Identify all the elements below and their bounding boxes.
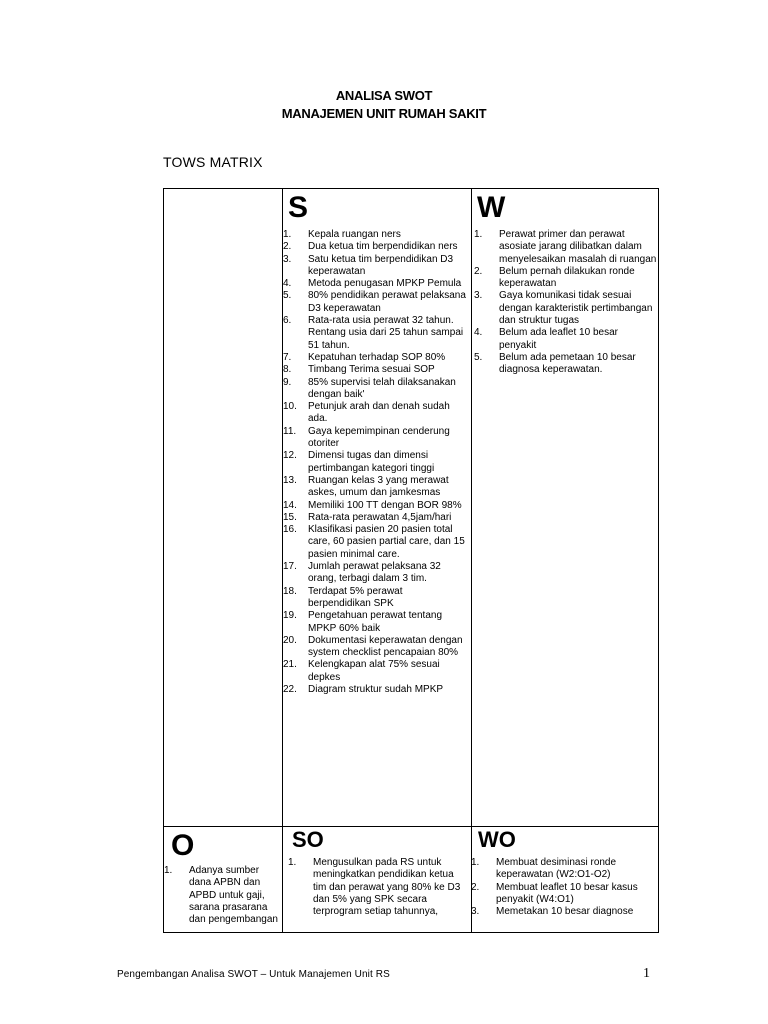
s-list-item — [283, 586, 468, 611]
wo-list-item — [471, 906, 657, 918]
item-number: 13. — [283, 474, 297, 486]
item-text: Klasifikasi pasien 20 pasien total care, 60 pasien partial care, dan 15 pasien minimal care. — [308, 524, 465, 560]
item-number: 5. — [283, 290, 292, 302]
wo-letter: WO — [478, 827, 516, 852]
w-list-item — [474, 352, 657, 377]
o-list-item — [164, 865, 281, 926]
item-number: 1. — [164, 865, 173, 876]
item-text: Dimensi tugas dan dimensi pertimbangan kategori tinggi — [308, 450, 435, 474]
w-list-item — [474, 266, 657, 291]
opportunities-letter: O — [171, 829, 195, 862]
w-list-item — [474, 290, 657, 327]
item-text: 80% pendidikan perawat pelaksana D3 keperawatan — [308, 290, 466, 314]
item-text: Pengetahuan perawat tentang MPKP 60% baik — [308, 610, 442, 634]
so-letter: SO — [292, 827, 324, 852]
item-text: Memiliki 100 TT dengan BOR 98% — [308, 499, 462, 511]
s-list-item — [283, 401, 468, 426]
strengths-list — [283, 229, 468, 696]
item-number: 22. — [283, 683, 297, 695]
page-number: 1 — [643, 966, 650, 981]
item-number: 6. — [283, 315, 292, 327]
s-list-item — [283, 475, 468, 500]
item-text: Membuat leaflet 10 besar kasus penyakit (W4:O1) — [496, 881, 638, 905]
s-list-item — [283, 377, 468, 402]
item-number: 16. — [283, 524, 297, 536]
s-list-item — [283, 278, 468, 290]
so-strategy-cell — [288, 829, 468, 931]
weaknesses-list — [474, 229, 657, 377]
s-list-item — [283, 290, 468, 315]
s-list-item — [283, 561, 468, 586]
item-number: 8. — [283, 364, 292, 376]
item-number: 11. — [283, 425, 297, 437]
s-list-item — [283, 364, 468, 376]
s-list-item — [283, 659, 468, 684]
item-text: Kelengkapan alat 75% sesuai depkes — [308, 659, 440, 683]
item-text: Gaya komunikasi tidak sesuai dengan karakteristik pertimbangan dan struktur tugas — [499, 290, 653, 327]
weaknesses-letter: W — [477, 191, 506, 224]
empty-corner-cell — [164, 189, 282, 826]
opportunities-list — [164, 865, 281, 926]
item-text: Memetakan 10 besar diagnose — [496, 906, 634, 918]
s-list-item — [283, 524, 468, 561]
item-text: Rata-rata usia perawat 32 tahun. Rentang usia dari 25 tahun sampai 51 tahun. — [308, 315, 464, 351]
s-list-item — [283, 512, 468, 524]
item-text: Mengusulkan pada RS untuk meningkatkan pendidikan ketua tim dan perawat yang 80% ke D3 dan 5% yang SPK secara terprogram setiap tahunnya, — [313, 857, 461, 918]
item-number: 5. — [474, 351, 483, 363]
s-list-item — [283, 610, 468, 635]
wo-strategy-list — [471, 857, 657, 918]
item-number: 2. — [283, 241, 292, 253]
s-list-item — [283, 241, 468, 253]
wo-list-item — [471, 857, 657, 882]
item-text: Adanya sumber dana APBN dan APBD untuk gaji, sarana prasarana dan pengembangan — [189, 865, 278, 926]
item-text: Kepatuhan terhadap SOP 80% — [308, 351, 446, 363]
s-list-item — [283, 426, 468, 451]
item-number: 3. — [283, 253, 292, 265]
item-number: 4. — [283, 278, 292, 290]
item-text: Petunjuk arah dan denah sudah ada. — [308, 401, 450, 425]
s-list-item — [283, 254, 468, 279]
item-text: Belum ada pemetaan 10 besar diagnosa keperawatan. — [499, 351, 636, 376]
item-number: 1. — [474, 229, 483, 240]
item-number: 21. — [283, 659, 297, 671]
item-number: 10. — [283, 401, 297, 413]
item-text: Metoda penugasan MPKP Pemula — [308, 278, 462, 290]
item-text: Jumlah perawat pelaksana 32 orang, terbagi dalam 3 tim. — [308, 561, 441, 585]
s-list-item — [283, 450, 468, 475]
s-list-item — [283, 229, 468, 241]
section-heading: TOWS MATRIX — [163, 154, 263, 170]
item-text: Diagram struktur sudah MPKP — [308, 683, 444, 695]
column-divider-2 — [471, 189, 472, 932]
item-number: 1. — [471, 857, 480, 868]
item-text: Rata-rata perawatan 4,5jam/hari — [308, 511, 452, 523]
item-text: Timbang Terima sesuai SOP — [308, 364, 435, 376]
item-text: Belum ada leaflet 10 besar penyakit — [499, 327, 618, 351]
s-list-item — [283, 500, 468, 512]
tows-matrix-table — [163, 188, 659, 933]
item-number: 2. — [471, 881, 480, 893]
wo-strategy-cell — [471, 827, 657, 931]
item-number: 7. — [283, 351, 292, 363]
item-number: 12. — [283, 450, 297, 462]
item-text: Perawat primer dan perawat asosiate jarang dilibatkan dalam menyelesaikan masalah di ruangan — [499, 229, 657, 265]
document-subtitle: MANAJEMEN UNIT RUMAH SAKIT — [281, 106, 487, 121]
item-number: 14. — [283, 499, 297, 511]
item-number: 2. — [474, 265, 483, 277]
row-divider — [164, 826, 658, 827]
item-text: Dua ketua tim berpendidikan ners — [308, 241, 458, 253]
s-list-item — [283, 315, 468, 352]
item-number: 3. — [474, 290, 483, 302]
item-text: Ruangan kelas 3 yang merawat askes, umum dan jamkesmas — [308, 474, 449, 499]
item-number: 9. — [283, 376, 292, 388]
s-list-item — [283, 684, 468, 696]
item-text: Terdapat 5% perawat berpendidikan SPK — [308, 585, 403, 609]
wo-list-item — [471, 882, 657, 907]
w-list-item — [474, 229, 657, 266]
item-number: 3. — [471, 906, 480, 918]
item-number: 19. — [283, 610, 297, 622]
item-number: 1. — [283, 229, 292, 240]
so-list-item — [288, 857, 468, 918]
item-number: 4. — [474, 327, 483, 339]
item-text: Dokumentasi keperawatan dengan system checklist pencapaian 80% — [308, 634, 463, 659]
strengths-cell — [283, 191, 468, 825]
footer-text: Pengembangan Analisa SWOT – Untuk Manajemen Unit RS — [117, 969, 390, 980]
strengths-letter: S — [288, 191, 309, 224]
item-text: Kepala ruangan ners — [308, 229, 401, 240]
weaknesses-cell — [474, 191, 657, 825]
item-number: 20. — [283, 634, 297, 646]
item-number: 1. — [288, 857, 297, 868]
item-text: 85% supervisi telah dilaksanakan dengan baik' — [308, 376, 456, 400]
document-title: ANALISA SWOT — [335, 88, 433, 103]
s-list-item — [283, 352, 468, 364]
opportunities-cell — [164, 829, 281, 931]
item-number: 18. — [283, 585, 297, 597]
item-text: Satu ketua tim berpendidikan D3 keperawatan — [308, 253, 454, 277]
w-list-item — [474, 327, 657, 352]
so-strategy-list — [288, 857, 468, 918]
item-number: 15. — [283, 511, 297, 523]
s-list-item — [283, 635, 468, 660]
item-text: Belum pernah dilakukan ronde keperawatan — [499, 265, 635, 290]
item-number: 17. — [283, 561, 297, 573]
item-text: Membuat desiminasi ronde keperawatan (W2:O1-O2) — [496, 857, 617, 881]
item-text: Gaya kepemimpinan cenderung otoriter — [308, 425, 450, 450]
